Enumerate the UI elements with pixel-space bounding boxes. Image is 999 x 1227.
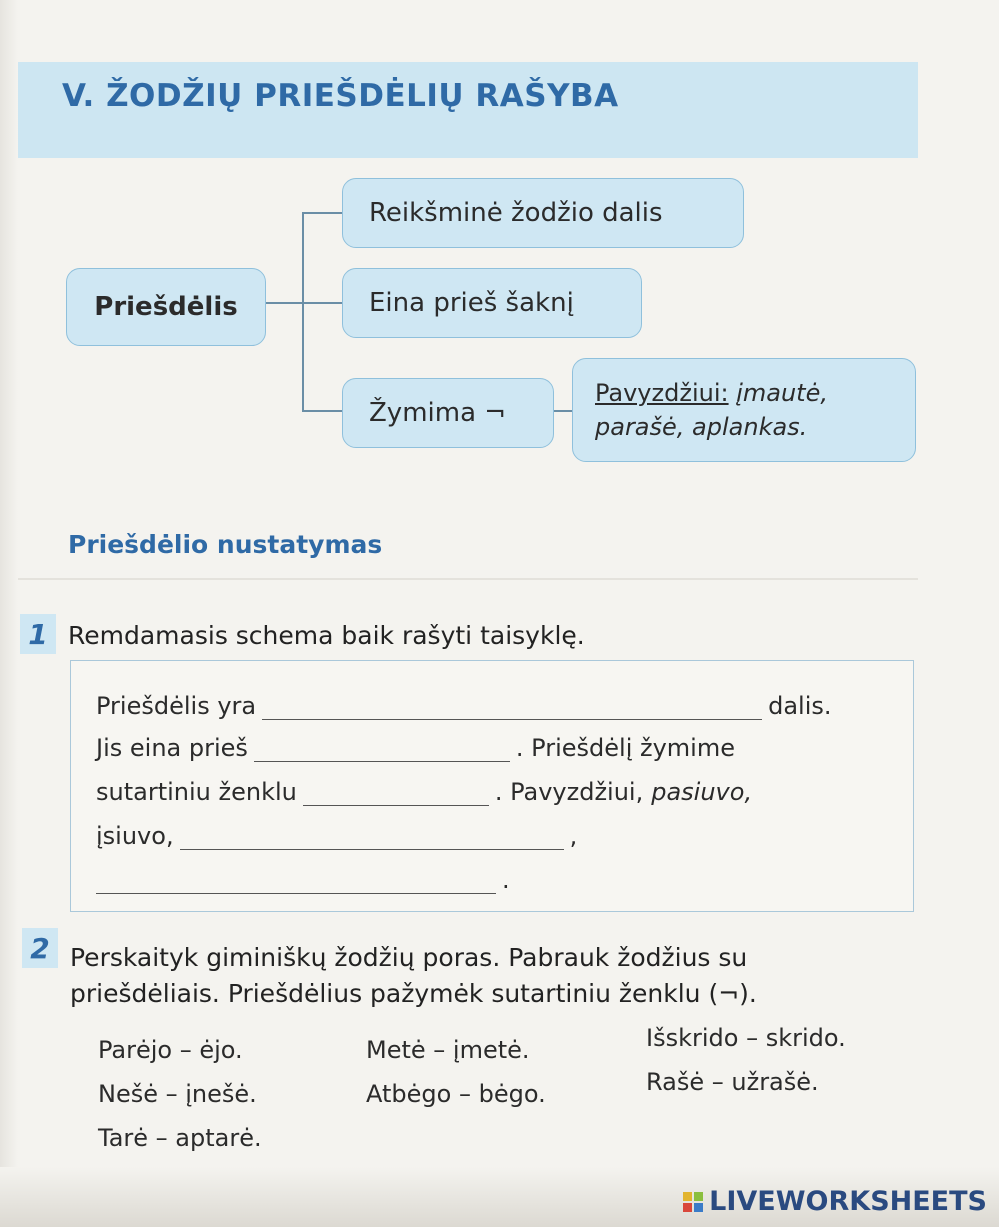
word-pair[interactable]: Rašė – užrašė. xyxy=(646,1068,819,1096)
fill-row-2 xyxy=(96,734,735,762)
example-line-2: parašė, aplankas. xyxy=(595,413,808,441)
liveworksheets-watermark xyxy=(683,1186,987,1217)
diagram-branch-3-label: Žymima ¬ xyxy=(369,398,507,428)
diagram-branch-2-label: Eina prieš šaknį xyxy=(369,288,574,318)
connector-branch-3 xyxy=(302,410,342,412)
task-1-instruction: Remdamasis schema baik rašyti taisyklę. xyxy=(68,621,585,650)
diagram-branch-position xyxy=(342,268,642,338)
example-prefix-label: Pavyzdžiui: xyxy=(595,379,729,407)
row-1-start: Priešdėlis yra xyxy=(96,692,257,720)
fill-row-1 xyxy=(96,692,832,720)
diagram-branch-marking xyxy=(342,378,554,448)
section-divider xyxy=(18,578,918,580)
example-word-1: įmautė, xyxy=(736,379,828,407)
row-4-end: , xyxy=(569,822,578,850)
diagram-root-box xyxy=(66,268,266,346)
row-3-start: sutartiniu ženklu xyxy=(96,778,297,806)
task-2-instruction-line-2: priešdėliais. Priešdėlius pažymėk sutartiniu ženklu (¬). xyxy=(70,979,757,1008)
connector-example xyxy=(554,410,572,412)
connector-branch-1 xyxy=(302,212,342,214)
row-1-end: dalis. xyxy=(768,692,832,720)
row-3-end: . Pavyzdžiui, xyxy=(494,778,644,806)
connector-root xyxy=(266,302,304,304)
watermark-text: LIVEWORKSHEETS xyxy=(709,1186,987,1217)
blank-2[interactable] xyxy=(254,739,510,762)
row-2-start: Jis eina prieš xyxy=(96,734,248,762)
row-4-start: įsiuvo, xyxy=(96,822,174,850)
blank-4[interactable] xyxy=(180,827,564,850)
diagram-example-box xyxy=(572,358,916,462)
row-5-end: . xyxy=(502,866,510,894)
blank-5[interactable] xyxy=(96,871,496,894)
liveworksheets-logo-icon xyxy=(683,1192,703,1212)
fill-row-5 xyxy=(96,866,510,894)
fill-row-4 xyxy=(96,822,577,850)
example-line-1 xyxy=(595,376,828,410)
diagram-root-label: Priešdėlis xyxy=(94,292,238,322)
word-pair[interactable]: Išskrido – skrido. xyxy=(646,1024,846,1052)
section-subheading: Priešdėlio nustatymas xyxy=(68,530,383,559)
word-pair[interactable]: Metė – įmetė. xyxy=(366,1036,530,1064)
word-pair[interactable]: Nešė – įnešė. xyxy=(98,1080,257,1108)
word-pair[interactable]: Parėjo – ėjo. xyxy=(98,1036,243,1064)
task-2-number: 2 xyxy=(22,928,58,968)
connector-branch-2 xyxy=(302,302,342,304)
blank-3[interactable] xyxy=(303,783,489,806)
task-2-instruction-line-1: Perskaityk giminiškų žodžių poras. Pabrauk žodžius su xyxy=(70,943,748,972)
page-shadow-left xyxy=(0,0,18,1227)
fill-row-3 xyxy=(96,778,752,806)
diagram-branch-meaning xyxy=(342,178,744,248)
connector-vertical xyxy=(302,212,304,412)
word-pair[interactable]: Atbėgo – bėgo. xyxy=(366,1080,546,1108)
diagram-branch-1-label: Reikšminė žodžio dalis xyxy=(369,198,663,228)
row-2-end: . Priešdėlį žymime xyxy=(515,734,735,762)
page-title: V. ŽODŽIŲ PRIEŠDĖLIŲ RAŠYBA xyxy=(62,78,619,114)
blank-1[interactable] xyxy=(262,697,762,720)
task-1-number: 1 xyxy=(20,614,56,654)
word-pair[interactable]: Tarė – aptarė. xyxy=(98,1124,262,1152)
row-3-example: pasiuvo, xyxy=(651,778,753,806)
